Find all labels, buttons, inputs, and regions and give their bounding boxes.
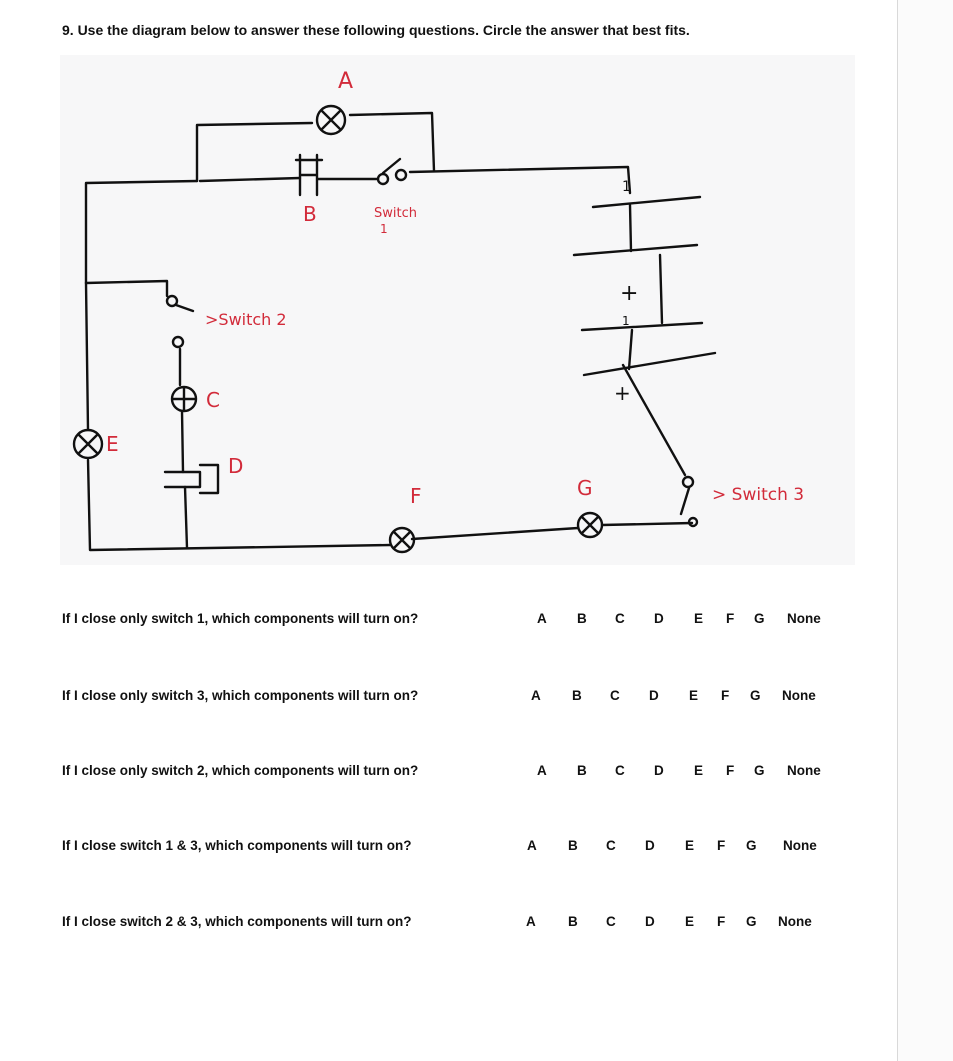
option-none[interactable]: None xyxy=(782,688,816,703)
label-g: G xyxy=(577,476,593,500)
option-g[interactable]: G xyxy=(746,838,757,853)
question-text: If I close only switch 2, which components will turn on? xyxy=(62,763,419,778)
option-c[interactable]: C xyxy=(606,838,616,853)
option-c[interactable]: C xyxy=(606,914,616,929)
option-g[interactable]: G xyxy=(754,763,765,778)
lamp-e xyxy=(74,430,102,458)
switch1-contact-left xyxy=(378,174,388,184)
wire-a-left xyxy=(197,123,312,181)
option-e[interactable]: E xyxy=(685,914,695,929)
label-f: F xyxy=(410,484,422,508)
label-a: A xyxy=(338,69,354,94)
option-a[interactable]: A xyxy=(531,688,541,703)
switch2-blade xyxy=(176,305,193,311)
wire-inner-d-down xyxy=(185,487,187,548)
wire-a-right xyxy=(350,113,434,171)
option-b[interactable]: B xyxy=(568,914,578,929)
label-e: E xyxy=(106,432,119,456)
option-e[interactable]: E xyxy=(694,763,704,778)
option-a[interactable]: A xyxy=(537,611,547,626)
option-e[interactable]: E xyxy=(694,611,704,626)
battery-plus-bottom: + xyxy=(614,381,631,405)
battery-plate-2 xyxy=(574,245,697,255)
label-switch1-line2: 1 xyxy=(380,222,388,236)
label-switch2: >Switch 2 xyxy=(205,310,287,329)
option-d[interactable]: D xyxy=(649,688,659,703)
option-a[interactable]: A xyxy=(527,838,537,853)
option-f[interactable]: F xyxy=(726,611,735,626)
wire-battery-right xyxy=(623,365,685,475)
option-f[interactable]: F xyxy=(721,688,730,703)
wire-a-drop xyxy=(200,178,300,181)
circuit-diagram xyxy=(60,55,855,565)
battery-plate-1 xyxy=(593,197,700,207)
wire-left-outer xyxy=(86,283,88,430)
question-title: 9. Use the diagram below to answer these following questions. Circle the answer that best fits. xyxy=(62,22,690,38)
label-c: C xyxy=(206,388,220,412)
option-b[interactable]: B xyxy=(568,838,578,853)
battery-plus-middle: + xyxy=(620,281,639,306)
option-e[interactable]: E xyxy=(685,838,695,853)
label-d: D xyxy=(228,454,244,478)
option-e[interactable]: E xyxy=(689,688,699,703)
option-f[interactable]: F xyxy=(726,763,735,778)
option-c[interactable]: C xyxy=(615,611,625,626)
option-none[interactable]: None xyxy=(787,611,821,626)
label-switch1-line1: Switch xyxy=(374,206,417,221)
lamp-f xyxy=(390,528,414,552)
option-a[interactable]: A xyxy=(537,763,547,778)
wire-bottom-fg xyxy=(412,528,578,539)
battery-plate-3 xyxy=(582,323,702,330)
lamp-g xyxy=(578,513,602,537)
wire-top xyxy=(86,181,197,283)
label-switch3: > Switch 3 xyxy=(712,485,805,505)
lamp-c xyxy=(172,387,196,411)
component-b xyxy=(296,155,322,195)
question-text: If I close only switch 3, which components will turn on? xyxy=(62,688,419,703)
switch3-blade xyxy=(681,488,689,514)
option-g[interactable]: G xyxy=(754,611,765,626)
option-d[interactable]: D xyxy=(645,838,655,853)
option-b[interactable]: B xyxy=(577,763,587,778)
label-b: B xyxy=(303,202,317,226)
circuit-drawing xyxy=(60,55,855,565)
option-d[interactable]: D xyxy=(645,914,655,929)
battery-link-3 xyxy=(629,330,632,369)
wire-inner-c-down xyxy=(182,411,183,472)
question-text: If I close only switch 1, which components will turn on? xyxy=(62,611,419,626)
option-f[interactable]: F xyxy=(717,914,726,929)
option-c[interactable]: C xyxy=(615,763,625,778)
option-a[interactable]: A xyxy=(526,914,536,929)
question-text: If I close switch 2 & 3, which components will turn on? xyxy=(62,914,412,929)
option-g[interactable]: G xyxy=(750,688,761,703)
component-d xyxy=(165,465,218,493)
battery-link-1 xyxy=(630,205,631,251)
question-text: If I close switch 1 & 3, which components will turn on? xyxy=(62,838,412,853)
battery-link-2 xyxy=(660,255,662,323)
option-f[interactable]: F xyxy=(717,838,726,853)
switch3-pivot xyxy=(683,477,693,487)
wire-switch1-right xyxy=(410,167,630,193)
wire-bottom-gs3 xyxy=(602,523,692,525)
option-b[interactable]: B xyxy=(577,611,587,626)
wire-inner-top xyxy=(86,281,167,296)
option-g[interactable]: G xyxy=(746,914,757,929)
battery-minus-top: 1 xyxy=(622,179,631,195)
option-none[interactable]: None xyxy=(783,838,817,853)
option-b[interactable]: B xyxy=(572,688,582,703)
battery-plate-4 xyxy=(584,353,715,375)
switch1-contact-right xyxy=(396,170,406,180)
right-margin-panel xyxy=(898,0,953,1061)
option-c[interactable]: C xyxy=(610,688,620,703)
option-none[interactable]: None xyxy=(778,914,812,929)
switch2-contact xyxy=(173,337,183,347)
option-d[interactable]: D xyxy=(654,611,664,626)
option-none[interactable]: None xyxy=(787,763,821,778)
battery-minus-middle: 1 xyxy=(622,314,630,328)
option-d[interactable]: D xyxy=(654,763,664,778)
lamp-a xyxy=(317,106,345,134)
